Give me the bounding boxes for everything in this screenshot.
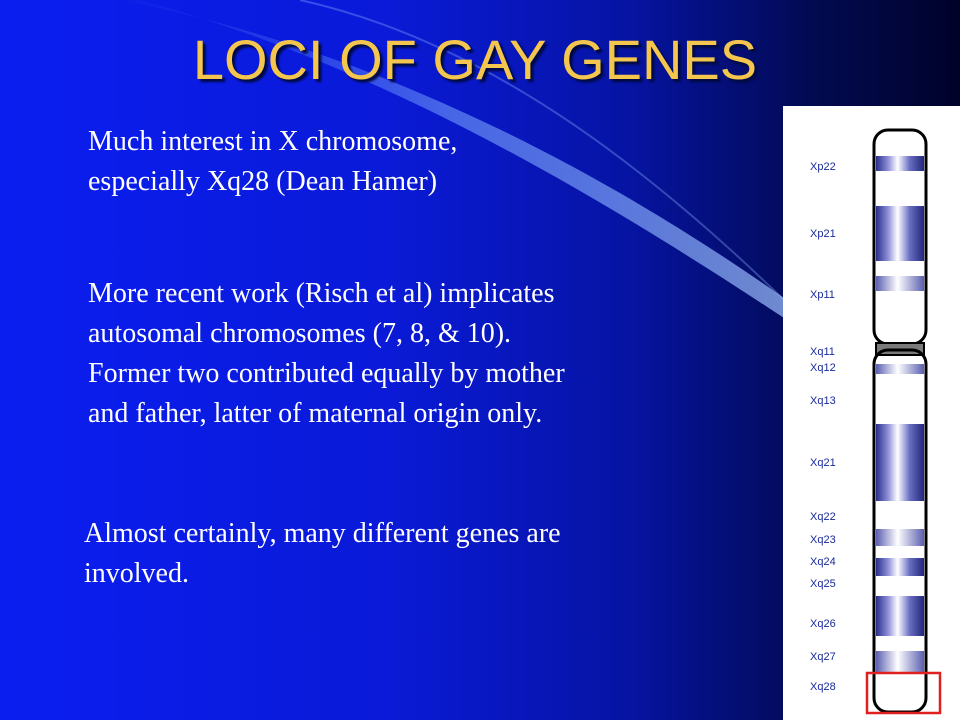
chromosome-bands — [876, 134, 924, 710]
chromosome-band — [876, 596, 924, 636]
slide-title: LOCI OF GAY GENES — [192, 28, 758, 91]
chromosome-diagram — [783, 106, 960, 720]
chromosome-band — [876, 206, 924, 261]
band-label-xq12: Xq12 — [810, 362, 836, 374]
chromosome-band — [876, 364, 924, 374]
band-label-xq26: Xq26 — [810, 618, 836, 630]
band-label-xq25: Xq25 — [810, 578, 836, 590]
band-label-xq24: Xq24 — [810, 556, 836, 568]
chromosome-band — [876, 651, 924, 673]
chromosome-band — [876, 576, 924, 596]
band-label-xq21: Xq21 — [810, 457, 836, 469]
text-line: More recent work (Risch et al) implicates — [88, 278, 555, 309]
text-line: and father, latter of maternal origin only. — [88, 398, 543, 429]
chromosome-band — [876, 276, 924, 291]
chromosome-band — [876, 171, 924, 206]
band-label-xq22: Xq22 — [810, 511, 836, 523]
x-chromosome-ideogram — [783, 106, 960, 720]
chromosome-band — [876, 501, 924, 529]
band-label-xq27: Xq27 — [810, 651, 836, 663]
band-label-xp21: Xp21 — [810, 228, 836, 240]
text-line: involved. — [84, 558, 189, 589]
chromosome-band — [876, 546, 924, 558]
paragraph-autosomal — [88, 274, 768, 434]
chromosome-band — [876, 529, 924, 546]
chromosome-band — [876, 261, 924, 276]
band-label-xq13: Xq13 — [810, 395, 836, 407]
chromosome-band — [876, 673, 924, 710]
band-label-xq28: Xq28 — [810, 681, 836, 693]
chromosome-band — [876, 134, 924, 156]
text-line: especially Xq28 (Dean Hamer) — [88, 166, 438, 197]
chromosome-band — [876, 558, 924, 576]
paragraph-x-chromosome — [88, 122, 748, 202]
text-line: autosomal chromosomes (7, 8, & 10). — [88, 318, 512, 349]
band-label-xp22: Xp22 — [810, 161, 836, 173]
band-labels — [810, 161, 836, 693]
text-line: Much interest in X chromosome, — [88, 126, 458, 157]
band-label-xp11: Xp11 — [810, 289, 835, 301]
chromosome-band — [876, 424, 924, 501]
band-label-xq23: Xq23 — [810, 534, 836, 546]
text-line: Almost certainly, many different genes are — [84, 518, 561, 549]
chromosome-band — [876, 636, 924, 651]
chromosome-band — [876, 156, 924, 171]
paragraph-many-genes — [78, 514, 758, 594]
chromosome-band — [876, 291, 924, 342]
chromosome-band — [876, 374, 924, 424]
text-line: Former two contributed equally by mother — [88, 358, 565, 389]
band-label-xq11: Xq11 — [810, 346, 835, 358]
